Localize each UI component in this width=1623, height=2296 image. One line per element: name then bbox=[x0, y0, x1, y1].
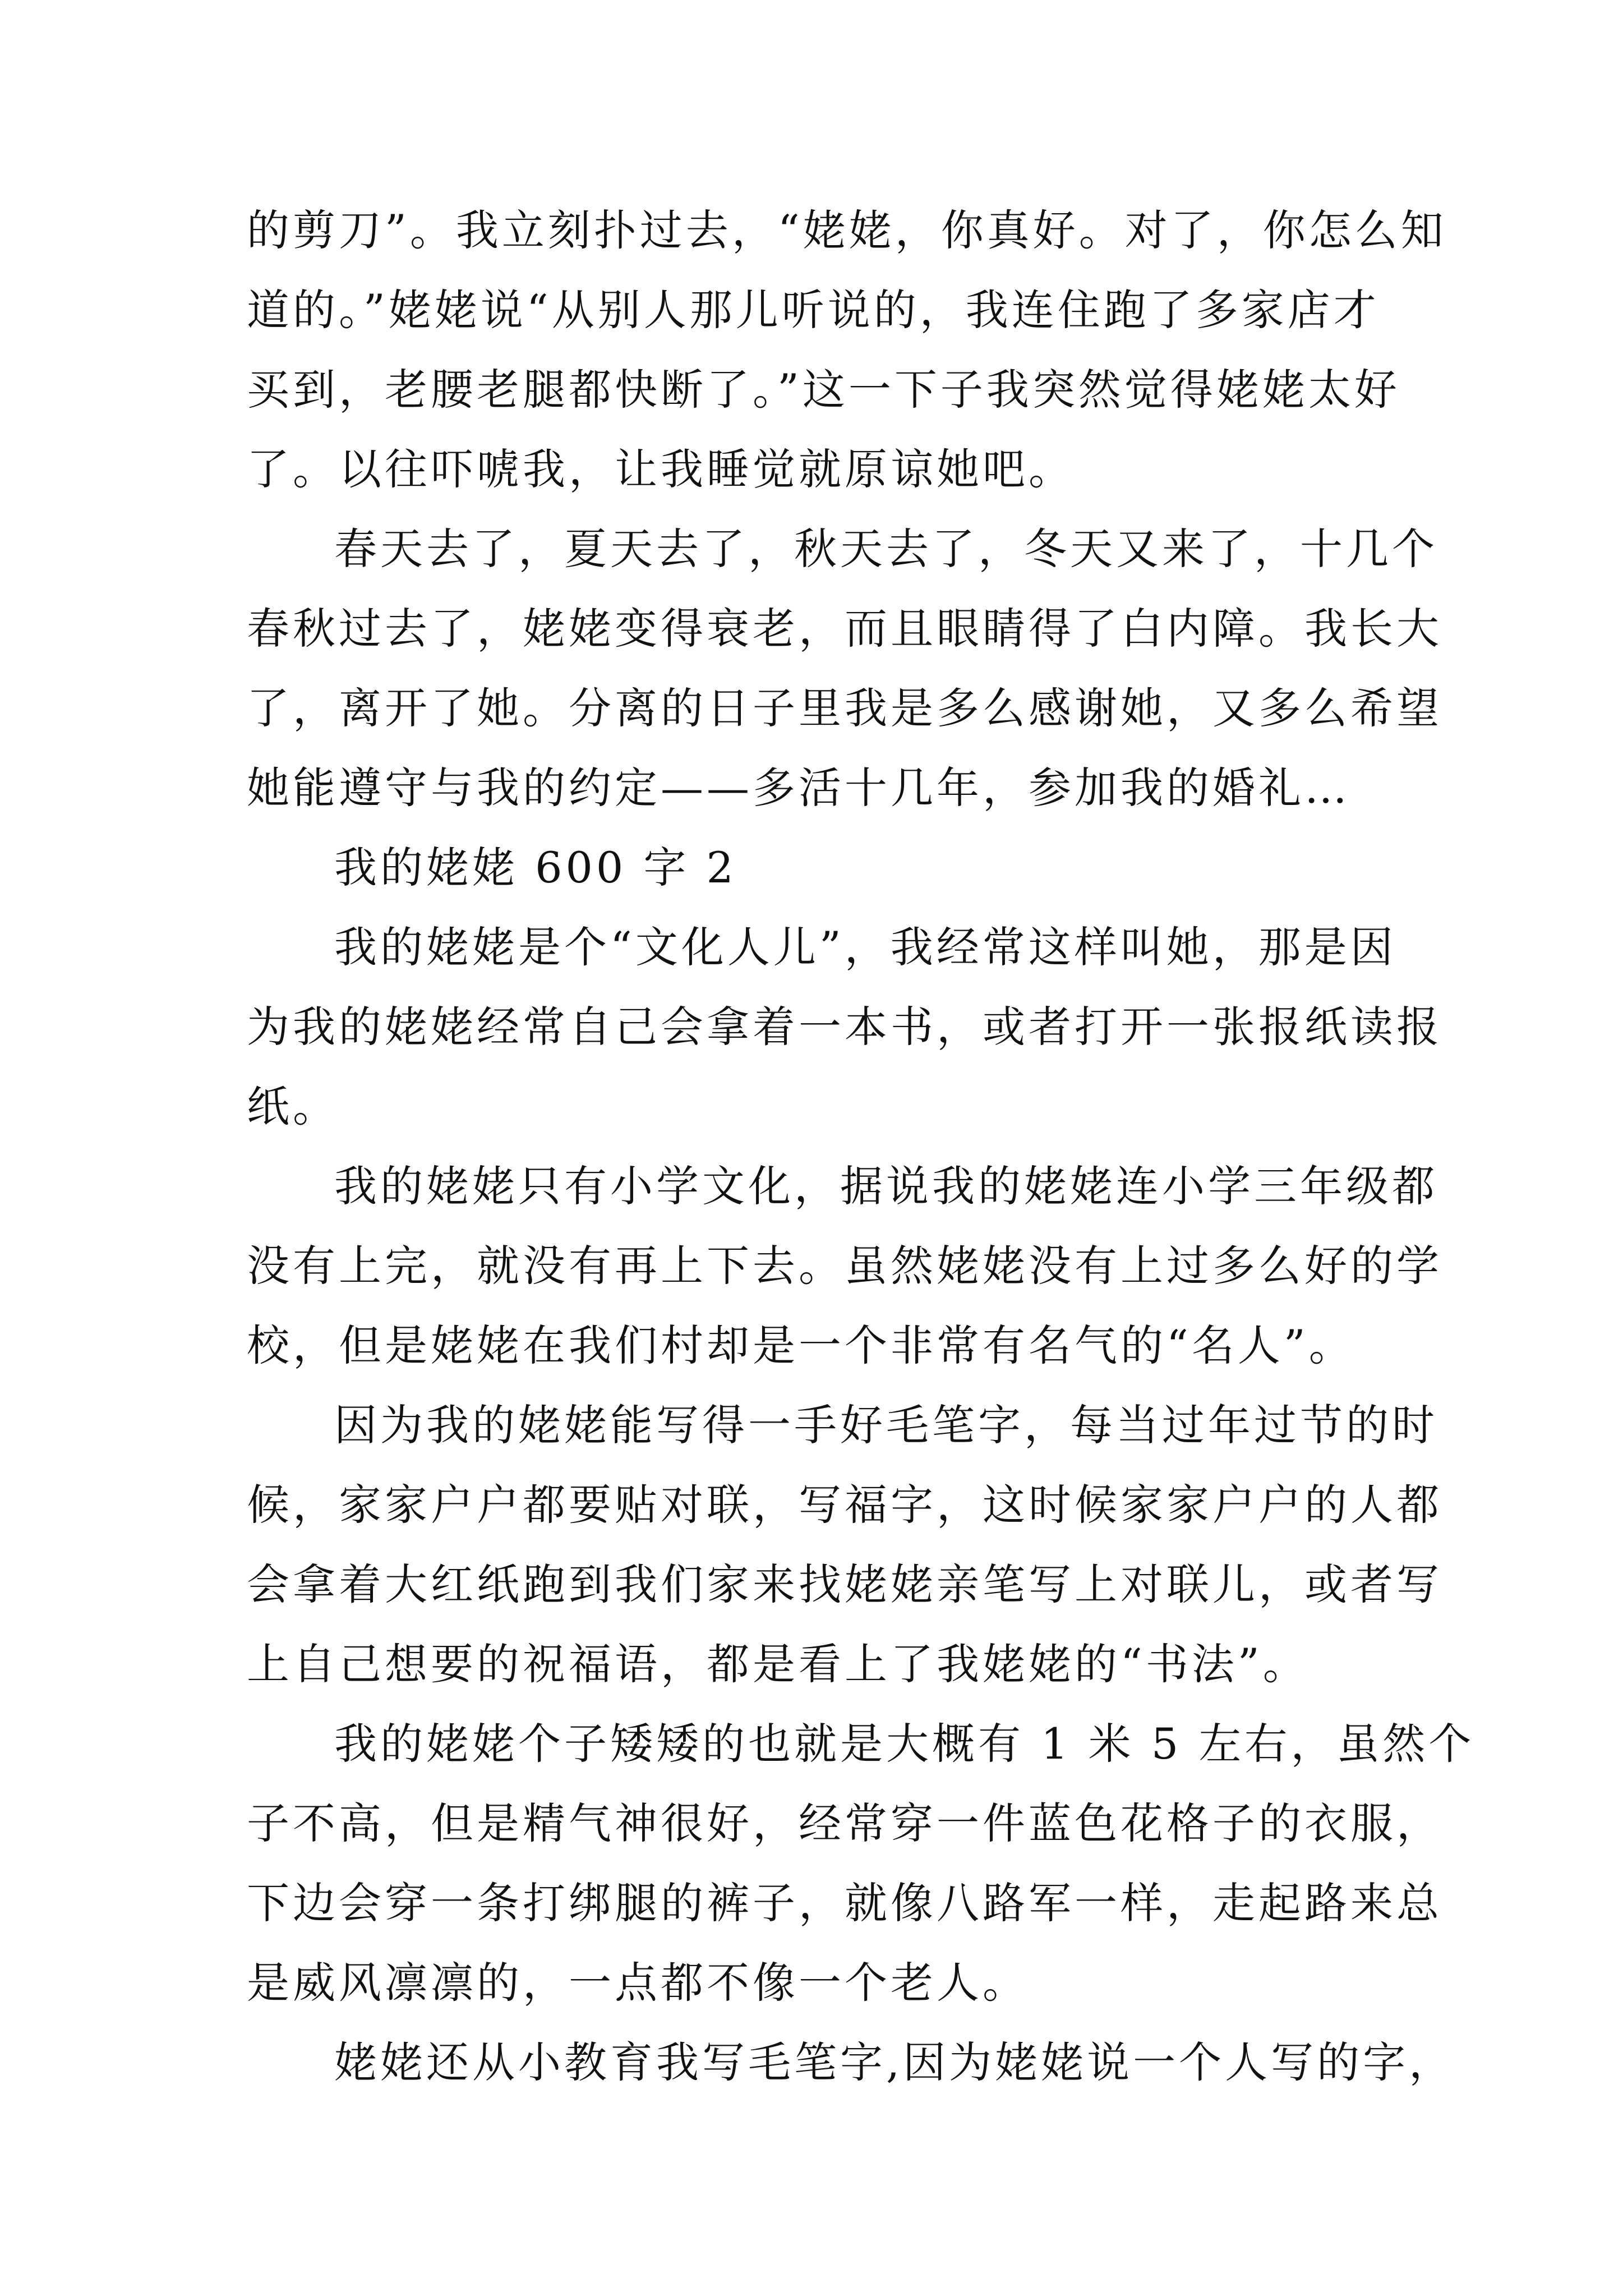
text-line: 了。以往吓唬我，让我睡觉就原谅她吧。 bbox=[247, 444, 1075, 494]
document-body bbox=[247, 191, 1475, 2102]
text-line: 了，离开了她。分离的日子里我是多么感谢她，又多么希望 bbox=[247, 683, 1442, 733]
text-line: 我的姥姥个子矮矮的也就是大概有 1 米 5 左右，虽然个 bbox=[334, 1719, 1475, 1769]
text-line: 会拿着大红纸跑到我们家来找姥姥亲笔写上对联儿，或者写 bbox=[247, 1559, 1442, 1609]
section-heading: 我的姥姥 600 字 2 bbox=[334, 843, 737, 892]
text-line: 姥姥还从小教育我写毛笔字,因为姥姥说一个人写的字， bbox=[334, 2037, 1455, 2087]
text-line: 道的。”姥姥说“从别人那儿听说的，我连住跑了多家店才 bbox=[247, 285, 1380, 335]
text-line: 纸。 bbox=[247, 1082, 339, 1131]
text-line: 为我的姥姥经常自己会拿着一本书，或者打开一张报纸读报 bbox=[247, 1002, 1442, 1052]
text-line: 校，但是姥姥在我们村却是一个非常有名气的“名人”。 bbox=[247, 1320, 1355, 1370]
text-line: 没有上完，就没有再上下去。虽然姥姥没有上过多么好的学 bbox=[247, 1241, 1442, 1291]
text-line: 上自己想要的祝福语，都是看上了我姥姥的“书法”。 bbox=[247, 1639, 1309, 1689]
text-line: 子不高，但是精气神很好，经常穿一件蓝色花格子的衣服， bbox=[247, 1798, 1442, 1848]
text-line: 候，家家户户都要贴对联，写福字，这时候家家户户的人都 bbox=[247, 1480, 1442, 1530]
text-line: 是威风凛凛的，一点都不像一个老人。 bbox=[247, 1958, 1029, 2008]
text-line: 我的姥姥只有小学文化，据说我的姥姥连小学三年级都 bbox=[334, 1161, 1438, 1211]
text-line: 春天去了，夏天去了，秋天去了，冬天又来了，十几个 bbox=[334, 524, 1438, 574]
text-line: 下边会穿一条打绑腿的裤子，就像八路军一样，走起路来总 bbox=[247, 1878, 1442, 1928]
text-line: 春秋过去了，姥姥变得衰老，而且眼睛得了白内障。我长大 bbox=[247, 604, 1442, 654]
text-line: 她能遵守与我的约定——多活十几年，参加我的婚礼… bbox=[247, 763, 1350, 813]
text-line: 买到，老腰老腿都快断了。”这一下子我突然觉得姥姥太好 bbox=[247, 365, 1400, 415]
text-line: 的剪刀”。我立刻扑过去，“姥姥，你真好。对了，你怎么知 bbox=[247, 205, 1447, 255]
text-line: 我的姥姥是个“文化人儿”，我经常这样叫她，那是因 bbox=[334, 922, 1396, 972]
text-line: 因为我的姥姥能写得一手好毛笔字，每当过年过节的时 bbox=[334, 1400, 1438, 1450]
